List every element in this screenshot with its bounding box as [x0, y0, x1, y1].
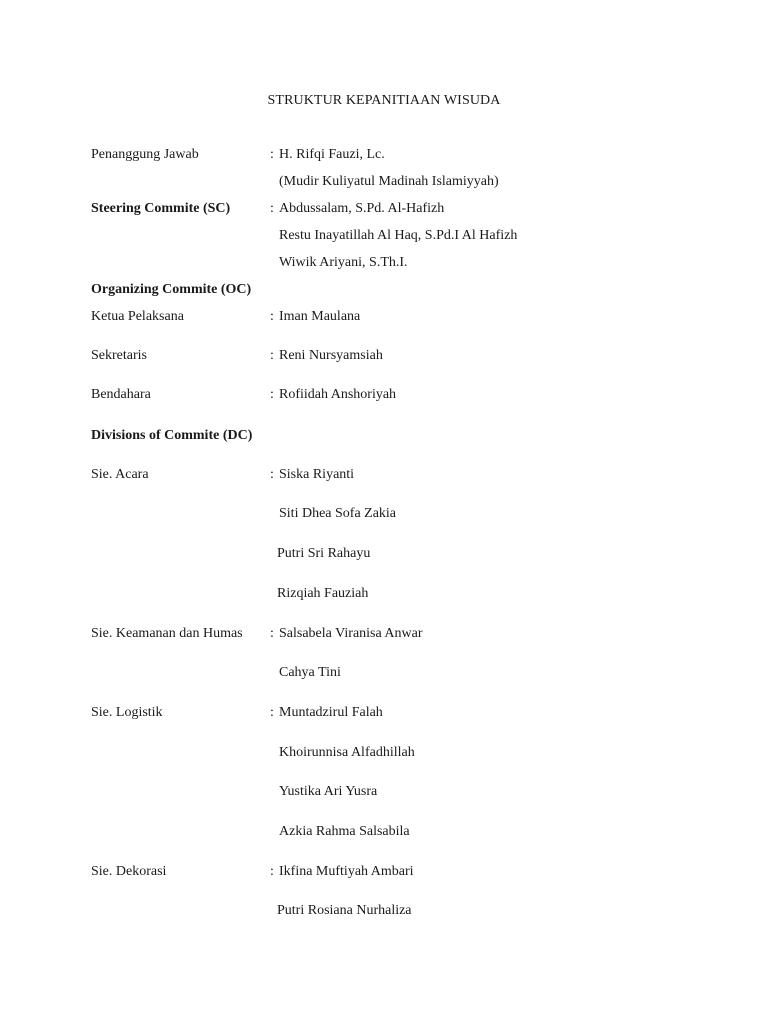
row-value: Azkia Rahma Salsabila [279, 824, 410, 839]
row-value: Putri Sri Rahayu [277, 546, 371, 561]
row-label: Sekretaris [91, 348, 147, 363]
row-label: Sie. Dekorasi [91, 864, 167, 879]
row-bendahara [0, 385, 768, 405]
row-sie-keamanan-humas [0, 624, 768, 644]
row-colon: : [270, 626, 274, 641]
section-label: Steering Commite (SC) [91, 201, 231, 216]
row-sie-acara [0, 465, 768, 485]
row-steering-commite [0, 199, 768, 219]
row-value: Salsabela Viranisa Anwar [279, 626, 423, 641]
row-label: Ketua Pelaksana [91, 309, 184, 324]
row-acara-member [0, 544, 768, 564]
row-label: Sie. Keamanan dan Humas [91, 626, 243, 641]
row-value: Siska Riyanti [279, 467, 355, 482]
row-label: Penanggung Jawab [91, 147, 199, 162]
row-divisions-commite [0, 426, 768, 446]
row-value: Wiwik Ariyani, S.Th.I. [279, 255, 408, 270]
row-value: Ikfina Muftiyah Ambari [279, 864, 414, 879]
row-organizing-commite [0, 280, 768, 300]
row-sc-member [0, 253, 768, 273]
row-value: Rofiidah Anshoriyah [279, 387, 397, 402]
row-penanggung-jawab [0, 145, 768, 165]
row-colon: : [270, 201, 274, 216]
row-sekretaris [0, 346, 768, 366]
row-label: Sie. Acara [91, 467, 149, 482]
row-colon: : [270, 147, 274, 162]
row-value: Rizqiah Fauziah [277, 586, 369, 601]
row-value: Khoirunnisa Alfadhillah [279, 745, 415, 760]
section-label: Divisions of Commite (DC) [91, 428, 253, 443]
row-colon: : [270, 348, 274, 363]
row-colon: : [270, 864, 274, 879]
row-value: Muntadzirul Falah [279, 705, 383, 720]
row-logistik-member [0, 743, 768, 763]
row-sie-logistik [0, 703, 768, 723]
row-value: Restu Inayatillah Al Haq, S.Pd.I Al Hafizh [279, 228, 518, 243]
row-colon: : [270, 309, 274, 324]
row-colon: : [270, 387, 274, 402]
row-value: Reni Nursyamsiah [279, 348, 383, 363]
section-label: Organizing Commite (OC) [91, 282, 252, 297]
row-value: Iman Maulana [279, 309, 361, 324]
row-value: (Mudir Kuliyatul Madinah Islamiyyah) [279, 174, 499, 189]
row-ketua-pelaksana [0, 307, 768, 327]
row-label: Bendahara [91, 387, 151, 402]
row-acara-member [0, 584, 768, 604]
row-label: Sie. Logistik [91, 705, 163, 720]
row-value: Abdussalam, S.Pd. Al-Hafizh [279, 201, 445, 216]
row-logistik-member [0, 782, 768, 802]
row-keamanan-member [0, 663, 768, 683]
row-sie-dekorasi [0, 862, 768, 882]
row-colon: : [270, 705, 274, 720]
row-logistik-member [0, 822, 768, 842]
row-sc-member [0, 226, 768, 246]
row-value: H. Rifqi Fauzi, Lc. [279, 147, 385, 162]
row-value: Yustika Ari Yusra [279, 784, 378, 799]
row-penanggung-jawab-note [0, 172, 768, 192]
row-value: Cahya Tini [279, 665, 341, 680]
row-dekorasi-member [0, 901, 768, 921]
row-acara-member [0, 504, 768, 524]
row-value: Siti Dhea Sofa Zakia [279, 506, 397, 521]
row-value: Putri Rosiana Nurhaliza [277, 903, 412, 918]
row-colon: : [270, 467, 274, 482]
document-title: STRUKTUR KEPANITIAAN WISUDA [267, 93, 501, 108]
